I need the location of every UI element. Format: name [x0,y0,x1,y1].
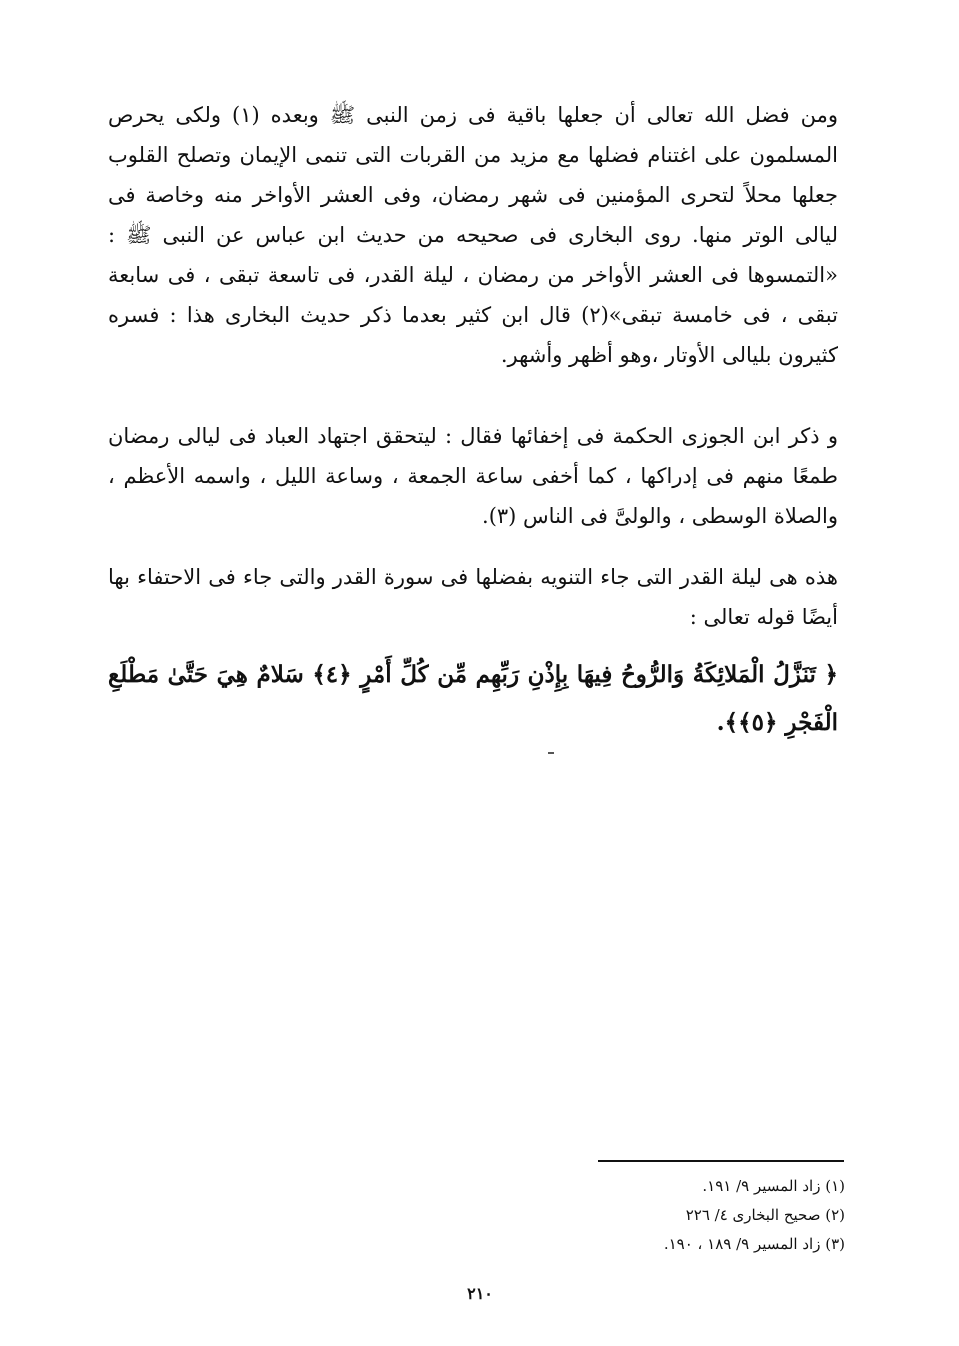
footnote-1: (١) زاد المسير ٩/ ١٩١. [702,1177,845,1195]
quran-verse: ﴿ تَنَزَّلُ الْمَلائِكَةُ وَالرُّوحُ فِيهَا بِإِذْنِ رَبِّهِم مِّن كُلِّ أَمْرٍ ﴿٤﴾ سَلامٌ هِيَ حَتَّىٰ مَطْلَعِ الْفَجْرِ ﴿٥﴾﴾. [108,661,838,736]
paragraph-night-of-decree-merit: ومن فضل الله تعالى أن جعلها باقية فى زمن النبى ﷺ وبعده (١) ولكى يحرص المسلمون على اغتنام فضلها مع مزيد من القربات التى تنمى الإيمان وتصلح القلوب جعلها محلاً لتحرى المؤمنين فى شهر رمضان، وفى العشر الأواخر منه وخاصة فى ليالى الوتر منها. روى البخارى فى صحيحه من حديث ابن عباس عن النبى ﷺ : «التمسوها فى العشر الأواخر من رمضان ، ليلة القدر، فى تاسعة تبقى ، فى سابعة تبقى ، فى خامسة تبقى»(٢) قال ابن كثير بعدما ذكر حديث البخارى هذا : فسره كثيرون بليالى الأوتار ،وهو أظهر وأشهر. [108,103,838,367]
footnotes [500,1172,845,1259]
paragraph-wisdom-of-concealment: و ذكر ابن الجوزى الحكمة فى إخفائها فقال : ليتحقق اجتهاد العباد فى ليالى رمضان طمعًا منهم فى إدراكها ، كما أخفى ساعة الجمعة ، وساعة الليل ، واسمه الأعظم ، والصلاة الوسطى ، والولىَّ فى الناس (٣). [108,424,838,528]
footnote-3: (٣) زاد المسير ٩/ ١٨٩ ، ١٩٠. [663,1235,845,1253]
page-number: ٢١٠ [467,1284,493,1303]
footnote-separator [598,1160,844,1162]
paragraph-surah-al-qadr-intro: هذه هى ليلة القدر التى جاء التنويه بفضلها فى سورة القدر والتى جاء فى الاحتفاء بها أيضًا قوله تعالى : [108,565,838,629]
footnote-2: (٢) صحيح البخارى ٤/ ٢٢٦ [685,1206,845,1224]
scan-speck [548,752,554,754]
